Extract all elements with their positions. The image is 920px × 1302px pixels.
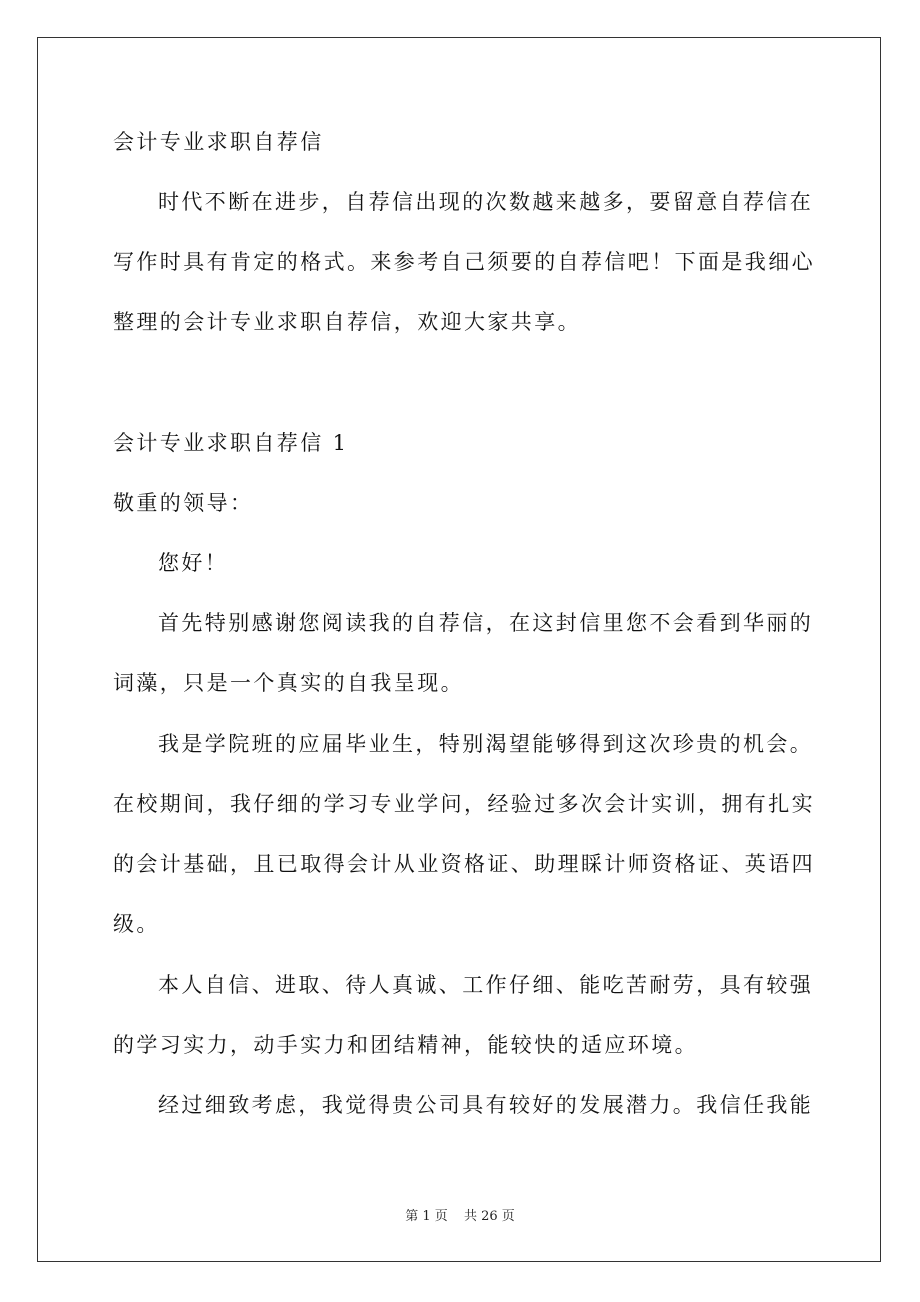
page-border [37, 37, 881, 1262]
paragraph-line: 的会计基础，且已取得会计从业资格证、助理睬计师资格证、英语四 [113, 852, 815, 876]
paragraph-line: 级。 [113, 912, 160, 936]
paragraph-line: 词藻，只是一个真实的自我呈现。 [113, 671, 464, 695]
paragraph-line: 经过细致考虑，我觉得贵公司具有较好的发展潜力。我信任我能 [158, 1093, 814, 1117]
greeting: 您好！ [158, 551, 229, 575]
intro-line: 整理的会计专业求职自荐信，欢迎大家共享。 [113, 310, 581, 334]
document-title: 会计专业求职自荐信 [113, 130, 324, 154]
total-pages-label: 共 26 页 [463, 1209, 515, 1224]
intro-line: 写作时具有肯定的格式。来参考自己须要的自荐信吧！下面是我细心 [113, 250, 815, 274]
paragraph-line: 的学习实力，动手实力和团结精神，能较快的适应环境。 [113, 1033, 698, 1057]
paragraph-line: 我是学院班的应届毕业生，特别渴望能够得到这次珍贵的机会。 [158, 732, 814, 756]
current-page-label: 第 1 页 [405, 1209, 448, 1224]
salutation: 敬重的领导： [113, 491, 254, 515]
paragraph-line: 在校期间，我仔细的学习专业学问，经验过多次会计实训，拥有扎实 [113, 792, 815, 816]
section-title: 会计专业求职自荐信 1 [113, 431, 349, 455]
paragraph-line: 首先特别感谢您阅读我的自荐信，在这封信里您不会看到华丽的 [158, 611, 814, 635]
paragraph-line: 本人自信、进取、待人真诚、工作仔细、能吃苦耐劳，具有较强 [158, 973, 814, 997]
page-footer [0, 1205, 920, 1224]
intro-line: 时代不断在进步，自荐信出现的次数越来越多，要留意自荐信在 [158, 190, 814, 214]
